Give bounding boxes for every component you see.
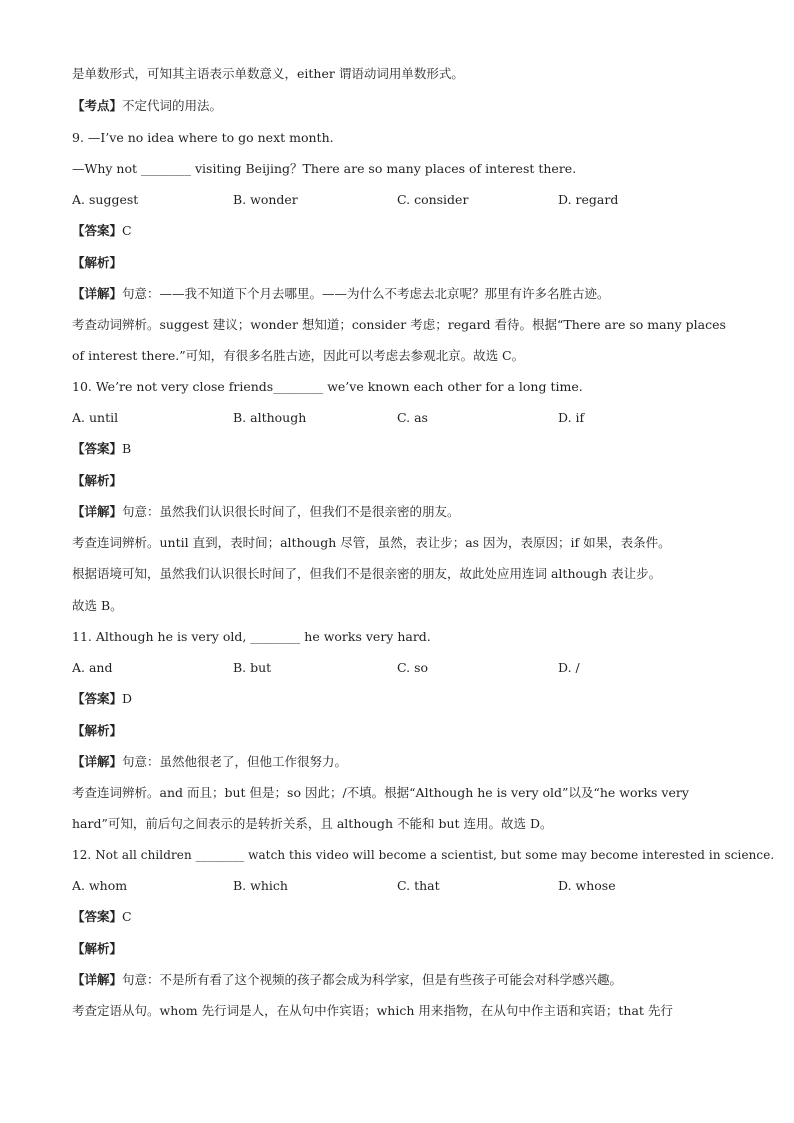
q9-detail-text-2: of interest there.”可知，有很多名胜古迹，因此可以考虑去参观北京。故选 C。: [72, 348, 525, 363]
q9-answer: C: [122, 223, 132, 238]
q12-option-a: A. whom: [72, 878, 128, 893]
q9-stem-line-2: —Why not ________ visiting Beijing？There are so many places of interest there.: [72, 161, 577, 176]
q9-option-b: B. wonder: [233, 192, 298, 207]
q9-stem-line-1: 9. —I’ve no idea where to go next month.: [72, 130, 334, 145]
q11-detail-first: 句意：虽然他很老了，但他工作很努力。: [122, 754, 348, 769]
analysis-tag: 【解析】: [72, 255, 123, 270]
q12-stem-line-1: 12. Not all children ________ watch this video will become a scientist, but some may become interested in science.: [72, 847, 775, 862]
detail-tag: 【详解】: [72, 754, 123, 769]
q12-option-c: C. that: [397, 878, 440, 893]
q9-option-a: A. suggest: [72, 192, 139, 207]
q11-answer-line: [72, 689, 132, 709]
q11-detail-text-1: 考查连词辨析。and 而且；but 但是；so 因此；/不填。根据“Although he is very old”以及“he works very: [72, 785, 689, 800]
kaodian-tag: 【考点】: [72, 98, 123, 113]
answer-tag: 【答案】: [72, 691, 123, 706]
q12-option-d: D. whose: [558, 878, 616, 893]
q9-answer-line: [72, 221, 132, 241]
q10-detail-first: 句意：虽然我们认识很长时间了，但我们不是很亲密的朋友。: [122, 504, 460, 519]
q9-analysis-line: [72, 253, 122, 273]
q11-option-a: A. and: [72, 660, 113, 675]
q11-stem-line-1: 11. Although he is very old, ________ he works very hard.: [72, 629, 431, 644]
q10-answer: B: [122, 441, 132, 456]
answer-tag: 【答案】: [72, 441, 123, 456]
answer-tag: 【答案】: [72, 909, 123, 924]
answer-tag: 【答案】: [72, 223, 123, 238]
q9-detail-text-1: 考查动词辨析。suggest 建议；wonder 想知道；consider 考虑；regard 看待。根据“There are so many places: [72, 317, 726, 332]
analysis-tag: 【解析】: [72, 473, 123, 488]
q10-answer-line: [72, 439, 131, 459]
detail-tag: 【详解】: [72, 286, 123, 301]
q12-detail-text-1: 考查定语从句。whom 先行词是人，在从句中作宾语；which 用来指物，在从句中作主语和宾语；that 先行: [72, 1003, 673, 1018]
q10-detail-text-1: 考查连词辨析。until 直到，表时间；although 尽管，虽然，表让步；as 因为，表原因；if 如果，表条件。: [72, 535, 671, 550]
q10-detail-text-2: 根据语境可知，虽然我们认识很长时间了，但我们不是很亲密的朋友，故此处应用连词 although 表让步。: [72, 566, 662, 581]
q11-option-c: C. so: [397, 660, 429, 675]
detail-tag: 【详解】: [72, 972, 123, 987]
q10-stem-line-1: 10. We’re not very close friends________ we’ve known each other for a long time.: [72, 379, 583, 394]
kaodian-text: 不定代词的用法。: [122, 98, 223, 113]
intro-line: 是单数形式，可知其主语表示单数意义，either 谓语动词用单数形式。: [72, 66, 464, 81]
q10-detail-line: [72, 502, 460, 522]
q9-detail-first: 句意：——我不知道下个月去哪里。——为什么不考虑去北京呢？那里有许多名胜古迹。: [122, 286, 610, 301]
kaodian-line: [72, 96, 222, 116]
q10-detail-text-3: 故选 B。: [72, 598, 123, 613]
q11-option-d: D. /: [558, 660, 580, 675]
q12-answer: C: [122, 909, 132, 924]
q12-answer-line: [72, 907, 132, 927]
q10-option-b: B. although: [233, 410, 307, 425]
q11-analysis-line: [72, 721, 122, 741]
q12-analysis-line: [72, 939, 122, 959]
q11-answer: D: [122, 691, 133, 706]
q10-option-d: D. if: [558, 410, 585, 425]
q11-detail-line: [72, 752, 347, 772]
detail-tag: 【详解】: [72, 504, 123, 519]
q10-option-c: C. as: [397, 410, 428, 425]
q12-detail-line: [72, 970, 622, 990]
q12-option-b: B. which: [233, 878, 288, 893]
q12-detail-first: 句意：不是所有看了这个视频的孩子都会成为科学家，但是有些孩子可能会对科学感兴趣。: [122, 972, 623, 987]
analysis-tag: 【解析】: [72, 941, 123, 956]
q9-option-c: C. consider: [397, 192, 469, 207]
q9-option-d: D. regard: [558, 192, 619, 207]
q11-option-b: B. but: [233, 660, 272, 675]
q10-analysis-line: [72, 471, 122, 491]
analysis-tag: 【解析】: [72, 723, 123, 738]
q10-option-a: A. until: [72, 410, 119, 425]
q11-detail-text-2: hard”可知，前后句之间表示的是转折关系，且 although 不能和 but 连用。故选 D。: [72, 816, 553, 831]
q9-detail-line: [72, 284, 610, 304]
